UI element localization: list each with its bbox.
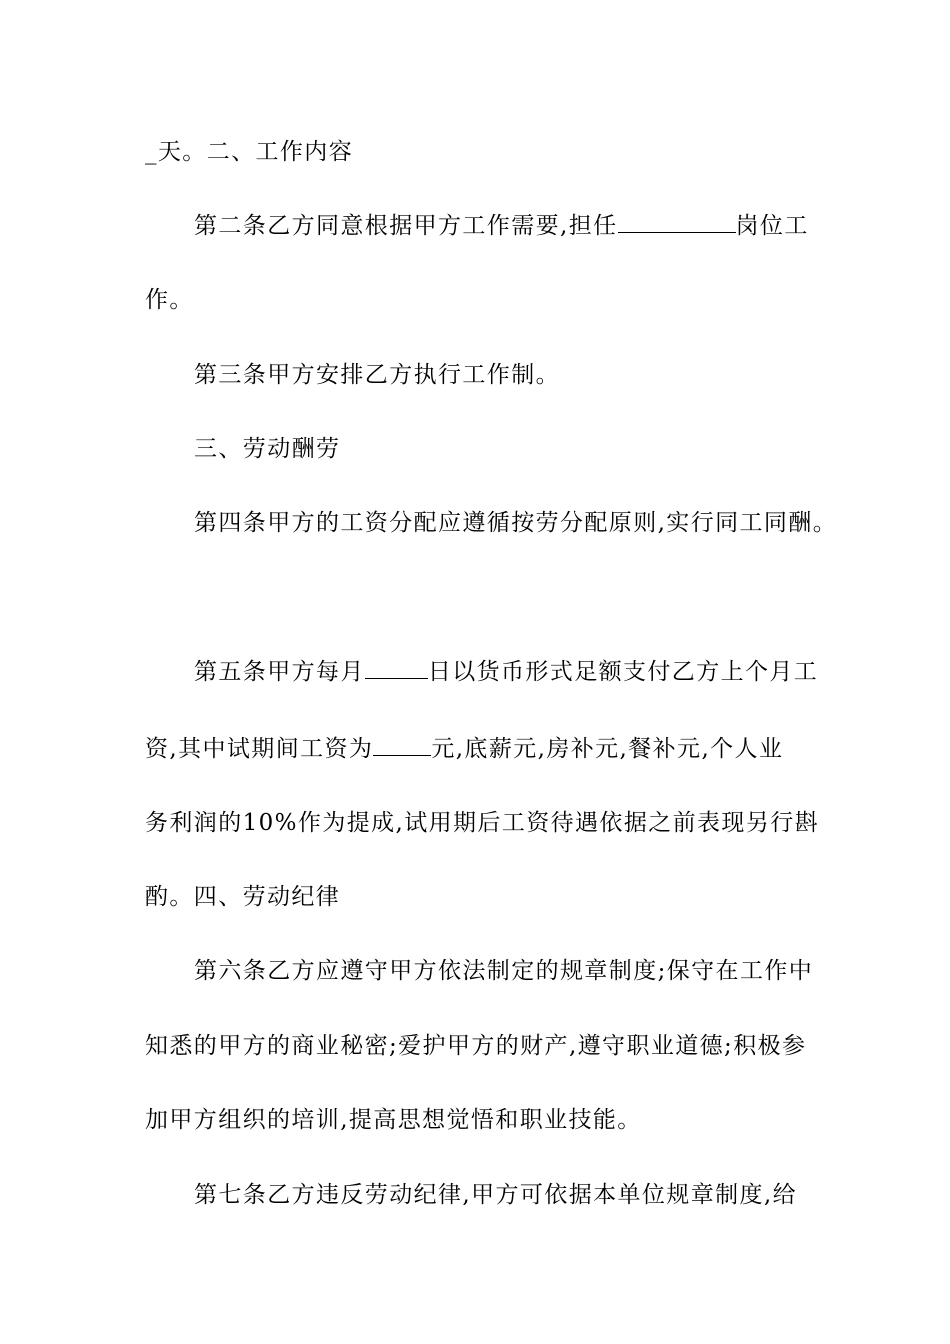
text-line — [145, 137, 353, 167]
line-text: 务利润的10%作为提成,试用期后工资待遇依据之前表现另行斟 — [145, 810, 820, 836]
text-line — [145, 882, 340, 912]
line-text: 作。 — [145, 287, 194, 313]
line-text: 第五条甲方每月 — [194, 659, 365, 685]
text-line — [194, 1180, 797, 1210]
line-text: 资,其中试期间工资为 — [145, 736, 374, 762]
text-line — [194, 956, 813, 986]
line-text: 元,底薪元,房补元,餐补元,个人业 — [431, 736, 784, 762]
fill-in-blank — [373, 735, 431, 756]
line-text: 三、劳动酬劳 — [194, 436, 341, 462]
text-line — [145, 808, 819, 838]
line-text: 酌。四、劳动纪律 — [145, 884, 341, 910]
line-text: 岗位工 — [735, 213, 809, 239]
fill-in-blank — [618, 212, 736, 233]
text-line — [145, 285, 194, 315]
fill-in-blank — [365, 658, 428, 679]
line-text: 加甲方组织的培训,提高思想觉悟和职业技能。 — [145, 1107, 642, 1133]
text-line — [194, 211, 809, 241]
text-line — [145, 1105, 642, 1135]
text-line — [194, 657, 818, 687]
line-text: 日以货币形式足额支付乙方上个月工 — [427, 659, 819, 685]
line-text: 第七条乙方违反劳动纪律,甲方可依据本单位规章制度,给 — [194, 1182, 798, 1208]
line-text: 第二条乙方同意根据甲方工作需要,担任 — [194, 213, 618, 239]
text-line — [145, 734, 783, 764]
text-line — [145, 1031, 806, 1061]
line-text: 第六条乙方应遵守甲方依法制定的规章制度;保守在工作中 — [194, 958, 814, 984]
text-line — [194, 508, 837, 538]
line-text: 知悉的甲方的商业秘密;爱护甲方的财产,遵守职业道德;积极参 — [145, 1033, 807, 1059]
line-text: _天。二、工作内容 — [145, 139, 354, 165]
text-line — [194, 360, 560, 390]
line-text: 第三条甲方安排乙方执行工作制。 — [194, 362, 560, 388]
line-text: 第四条甲方的工资分配应遵循按劳分配原则,实行同工同酬。 — [194, 510, 838, 536]
section-heading — [194, 434, 340, 464]
